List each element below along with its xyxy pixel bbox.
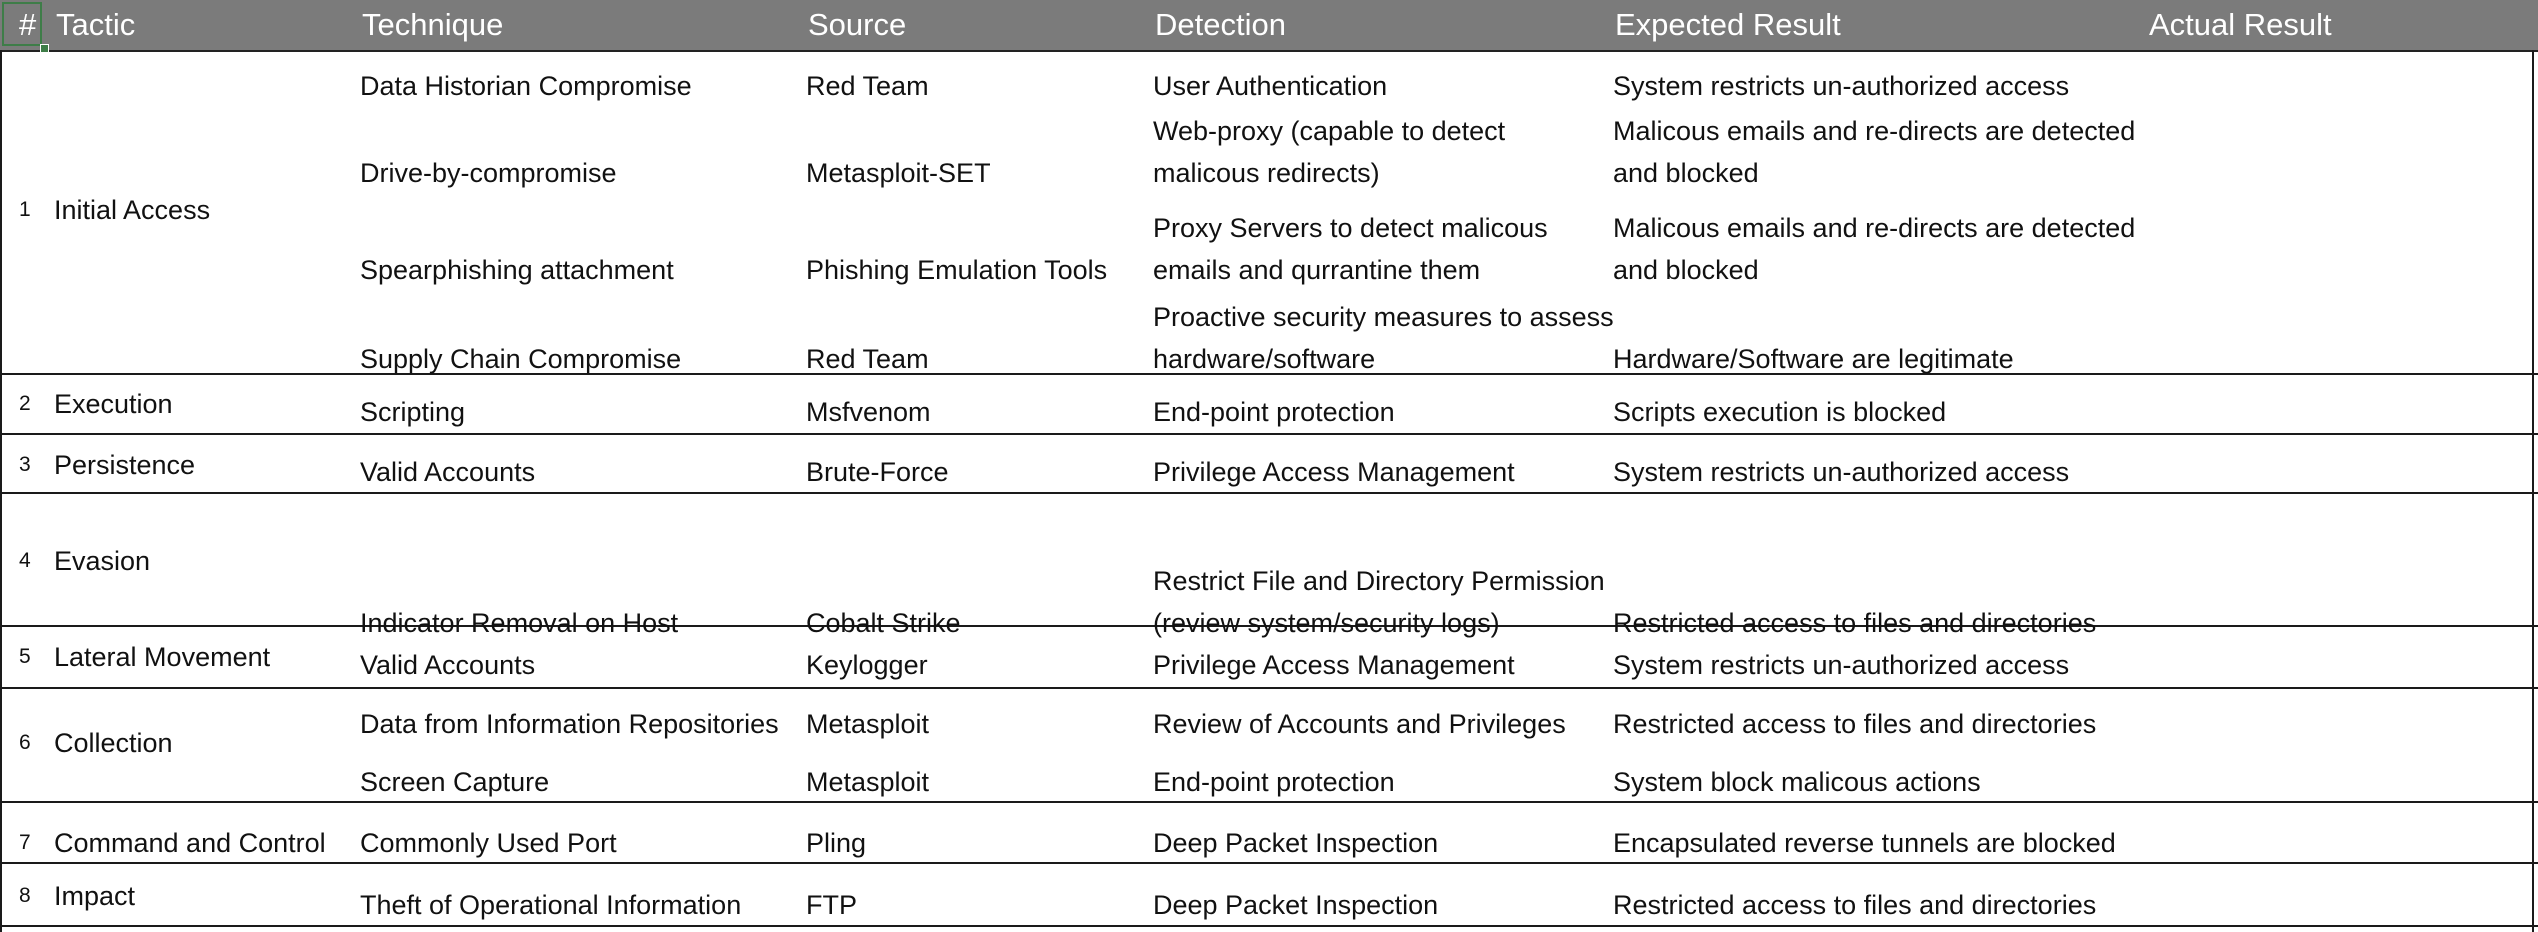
detection-cell-line[interactable]: Proactive security measures to assess (1153, 302, 1614, 332)
detection-cell-line[interactable]: (review system/security logs) (1153, 608, 1500, 638)
actual-result-cell[interactable] (2149, 391, 2449, 433)
technique-cell[interactable]: Indicator Removal on Host (360, 608, 679, 638)
header-row (0, 0, 2538, 52)
expected-result-cell-line[interactable]: System block malicous actions (1613, 767, 1981, 797)
left-border (0, 50, 2, 932)
expected-result-cell-line[interactable]: Restricted access to files and directories (1613, 608, 2097, 638)
detection-cell-line[interactable]: Restrict File and Directory Permission (1153, 566, 1605, 596)
technique-cell[interactable]: Commonly Used Port (360, 828, 617, 858)
row-separator (0, 433, 2538, 435)
selected-cell-outline[interactable] (2, 2, 42, 46)
actual-result-cell[interactable] (2149, 152, 2449, 194)
technique-cell[interactable]: Theft of Operational Information (360, 890, 742, 920)
tactic-name[interactable]: Initial Access (54, 195, 211, 225)
detection-cell-line[interactable]: Deep Packet Inspection (1153, 828, 1439, 858)
tactic-number[interactable]: 8 (19, 884, 31, 907)
header-technique[interactable]: Technique (362, 7, 504, 42)
actual-result-cell[interactable] (2149, 451, 2449, 493)
technique-cell[interactable]: Data from Information Repositories (360, 709, 779, 739)
tactic-name[interactable]: Command and Control (54, 828, 326, 858)
tactic-number[interactable]: 4 (19, 549, 31, 572)
source-cell[interactable]: Keylogger (806, 650, 928, 680)
detection-cell-line[interactable]: emails and qurrantine them (1153, 255, 1481, 285)
header-source[interactable]: Source (808, 7, 907, 42)
actual-result-cell[interactable] (2149, 65, 2449, 107)
source-cell[interactable]: Metasploit (806, 767, 930, 797)
actual-result-cell[interactable] (2149, 761, 2449, 803)
technique-cell[interactable]: Valid Accounts (360, 457, 536, 487)
detection-cell-line[interactable]: Deep Packet Inspection (1153, 890, 1439, 920)
expected-result-cell-line[interactable]: and blocked (1613, 255, 1759, 285)
expected-result-cell-line[interactable]: System restricts un-authorized access (1613, 71, 2070, 101)
row-separator (0, 687, 2538, 689)
technique-cell[interactable]: Valid Accounts (360, 650, 536, 680)
tactic-name[interactable]: Execution (54, 389, 173, 419)
source-cell[interactable]: Red Team (806, 344, 929, 374)
detection-cell-line[interactable]: hardware/software (1153, 344, 1376, 374)
expected-result-cell-line[interactable]: System restricts un-authorized access (1613, 650, 2070, 680)
actual-result-cell[interactable] (2149, 822, 2449, 864)
tactic-number[interactable]: 7 (19, 831, 31, 854)
tactic-name[interactable]: Collection (54, 728, 173, 758)
source-cell[interactable]: Pling (806, 828, 867, 858)
actual-result-cell[interactable] (2149, 703, 2449, 745)
detection-cell-line[interactable]: Review of Accounts and Privileges (1153, 709, 1566, 739)
tactic-name[interactable]: Impact (54, 881, 136, 911)
header-tactic[interactable]: Tactic (56, 7, 136, 42)
source-cell[interactable]: Red Team (806, 71, 929, 101)
detection-cell-line[interactable]: malicous redirects) (1153, 158, 1380, 188)
expected-result-cell-line[interactable]: System restricts un-authorized access (1613, 457, 2070, 487)
tactic-number[interactable]: 6 (19, 731, 31, 754)
actual-result-cell[interactable] (2149, 884, 2449, 926)
detection-cell-line[interactable]: User Authentication (1153, 71, 1388, 101)
technique-cell[interactable]: Supply Chain Compromise (360, 344, 682, 374)
source-cell[interactable]: FTP (806, 890, 857, 920)
actual-result-cell[interactable] (2149, 602, 2449, 644)
technique-cell[interactable]: Screen Capture (360, 767, 550, 797)
actual-result-cell[interactable] (2149, 249, 2449, 291)
tactic-number[interactable]: 1 (19, 198, 31, 221)
source-cell[interactable]: Phishing Emulation Tools (806, 255, 1108, 285)
right-border (2532, 50, 2534, 932)
actual-result-cell[interactable] (2149, 644, 2449, 686)
tactic-number[interactable]: 3 (19, 453, 31, 476)
technique-cell[interactable]: Data Historian Compromise (360, 71, 692, 101)
header-num[interactable]: # (19, 7, 37, 42)
header-actual-result[interactable]: Actual Result (2149, 7, 2332, 42)
tactic-name[interactable]: Lateral Movement (54, 642, 271, 672)
fill-handle[interactable] (40, 44, 49, 53)
expected-result-cell-line[interactable]: Restricted access to files and directories (1613, 890, 2097, 920)
expected-result-cell-line[interactable]: Malicous emails and re-directs are detected (1613, 213, 2136, 243)
source-cell[interactable]: Brute-Force (806, 457, 949, 487)
expected-result-cell-line[interactable]: Restricted access to files and directories (1613, 709, 2097, 739)
detection-cell-line[interactable]: End-point protection (1153, 767, 1395, 797)
source-cell[interactable]: Msfvenom (806, 397, 931, 427)
source-cell[interactable]: Metasploit-SET (806, 158, 991, 188)
detection-cell-line[interactable]: Web-proxy (capable to detect (1153, 116, 1506, 146)
expected-result-cell-line[interactable]: and blocked (1613, 158, 1759, 188)
detection-cell-line[interactable]: Privilege Access Management (1153, 650, 1515, 680)
expected-result-cell-line[interactable]: Encapsulated reverse tunnels are blocked (1613, 828, 2116, 858)
tactic-number[interactable]: 2 (19, 392, 31, 415)
header-detection[interactable]: Detection (1155, 7, 1286, 42)
actual-result-cell[interactable] (2149, 338, 2449, 380)
tactic-number[interactable]: 5 (19, 645, 31, 668)
detection-cell-line[interactable]: Proxy Servers to detect malicous (1153, 213, 1548, 243)
expected-result-cell-line[interactable]: Hardware/Software are legitimate (1613, 344, 2014, 374)
technique-cell[interactable]: Spearphishing attachment (360, 255, 674, 285)
technique-cell[interactable]: Scripting (360, 397, 466, 427)
expected-result-cell-line[interactable]: Scripts execution is blocked (1613, 397, 1947, 427)
tactic-name[interactable]: Persistence (54, 450, 196, 480)
detection-cell-line[interactable]: End-point protection (1153, 397, 1395, 427)
header-expected-result[interactable]: Expected Result (1615, 7, 1841, 42)
source-cell[interactable]: Cobalt Strike (806, 608, 961, 638)
tactic-name[interactable]: Evasion (54, 546, 151, 576)
source-cell[interactable]: Metasploit (806, 709, 930, 739)
detection-cell-line[interactable]: Privilege Access Management (1153, 457, 1515, 487)
expected-result-cell-line[interactable]: Malicous emails and re-directs are detected (1613, 116, 2136, 146)
technique-cell[interactable]: Drive-by-compromise (360, 158, 617, 188)
